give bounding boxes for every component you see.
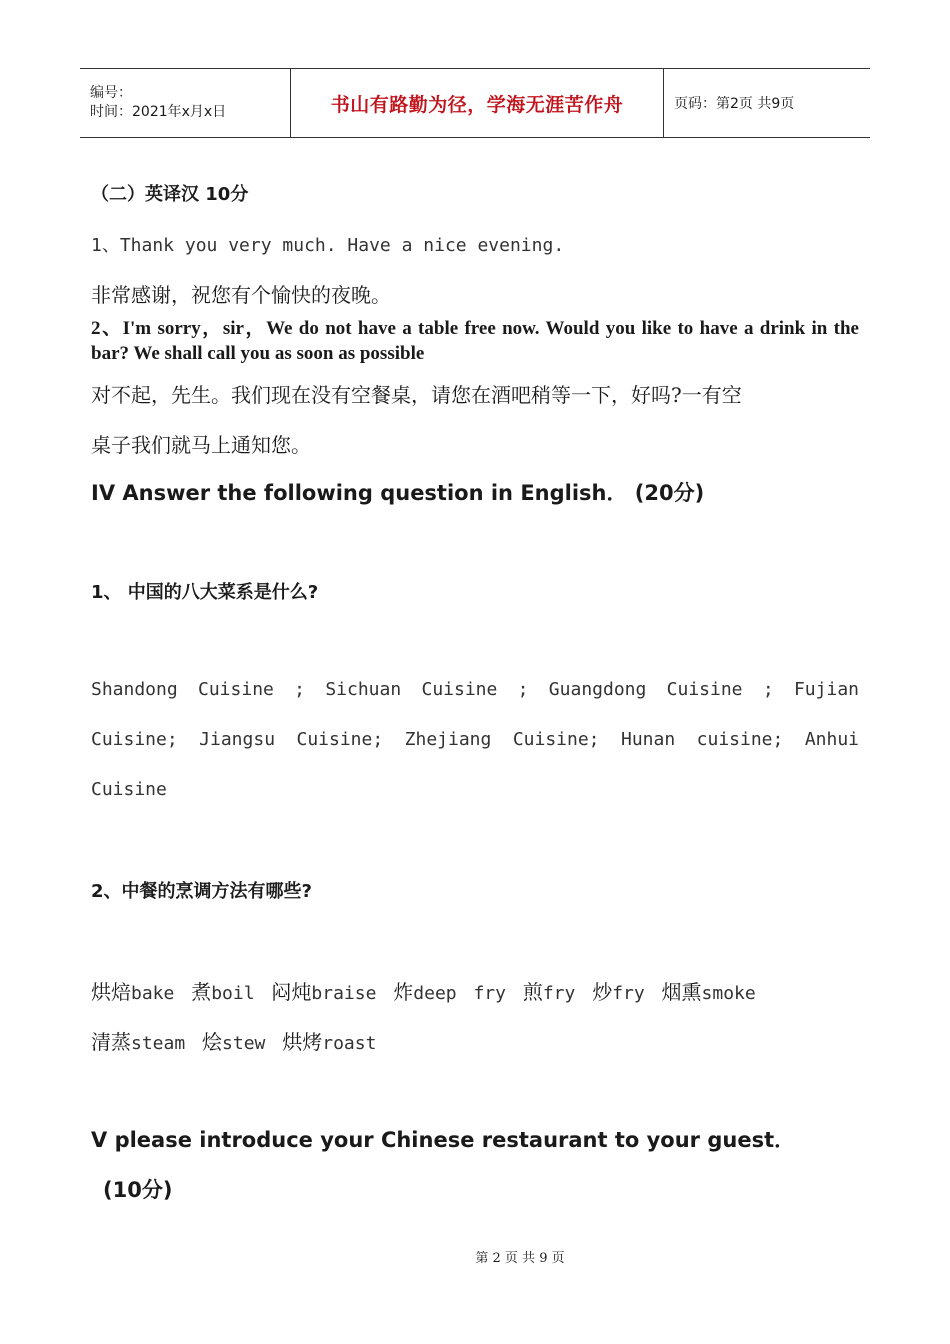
header-meta [80, 69, 290, 137]
method-item: 烘烤roast [282, 1030, 377, 1054]
section-title-en-zh: （二）英译汉 10分 [91, 184, 249, 205]
item2-chinese-line2: 桌子我们就马上通知您。 [91, 433, 311, 457]
item1-english: 1、Thank you very much. Have a nice evening. [91, 235, 565, 256]
question-1: 1、 中国的八大菜系是什么? [91, 582, 319, 603]
answer-1-line3: Cuisine [91, 779, 167, 800]
item2-chinese-line1: 对不起，先生。我们现在没有空餐桌，请您在酒吧稍等一下，好吗?一有空 [91, 383, 742, 407]
method-item: 煎fry [522, 980, 576, 1004]
document-header [80, 68, 870, 138]
motto: 书山有路勤为径，学海无涯苦作舟 [330, 93, 624, 116]
cooking-methods-line1 [91, 976, 859, 1005]
question-2: 2、中餐的烹调方法有哪些? [91, 881, 312, 902]
page-footer: 第 2 页 共 9 页 [475, 1251, 565, 1266]
section-v-heading-line1: V please introduce your Chinese restaurant to your guest． [91, 1128, 796, 1152]
section-v-heading-line2: (10分) [103, 1178, 173, 1202]
item2-english: 2、I'm sorry，sir，We do not have a table free now. Would you like to have a drink in the bar? We shall call you as soon as possible [91, 318, 859, 364]
method-item: 煮boil [191, 980, 255, 1004]
time-label: 时间：2021年x月x日 [90, 104, 227, 120]
method-item: 清蒸steam [91, 1030, 186, 1054]
serial-label: 编号： [90, 85, 132, 101]
section-iv-heading: IV Answer the following question in English． (20分) [91, 481, 705, 505]
method-item: 炸deep fry [393, 980, 506, 1004]
cooking-methods-line2 [91, 1026, 859, 1055]
method-item: 闷炖braise [271, 980, 377, 1004]
answer-1-line1: Shandong Cuisine ; Sichuan Cuisine ; Guangdong Cuisine ; Fujian [91, 679, 859, 700]
method-item: 烩stew [202, 1030, 266, 1054]
item1-chinese: 非常感谢，祝您有个愉快的夜晚。 [91, 283, 391, 307]
header-motto-cell [290, 69, 664, 137]
answer-1-line2: Cuisine; Jiangsu Cuisine; Zhejiang Cuisine; Hunan cuisine; Anhui [91, 729, 859, 750]
page-info: 页码：第2页 共9页 [674, 96, 795, 112]
header-page-cell [664, 69, 870, 137]
method-item: 烘焙bake [91, 980, 175, 1004]
method-item: 炒fry [592, 980, 645, 1004]
method-item: 烟熏smoke [661, 980, 756, 1004]
